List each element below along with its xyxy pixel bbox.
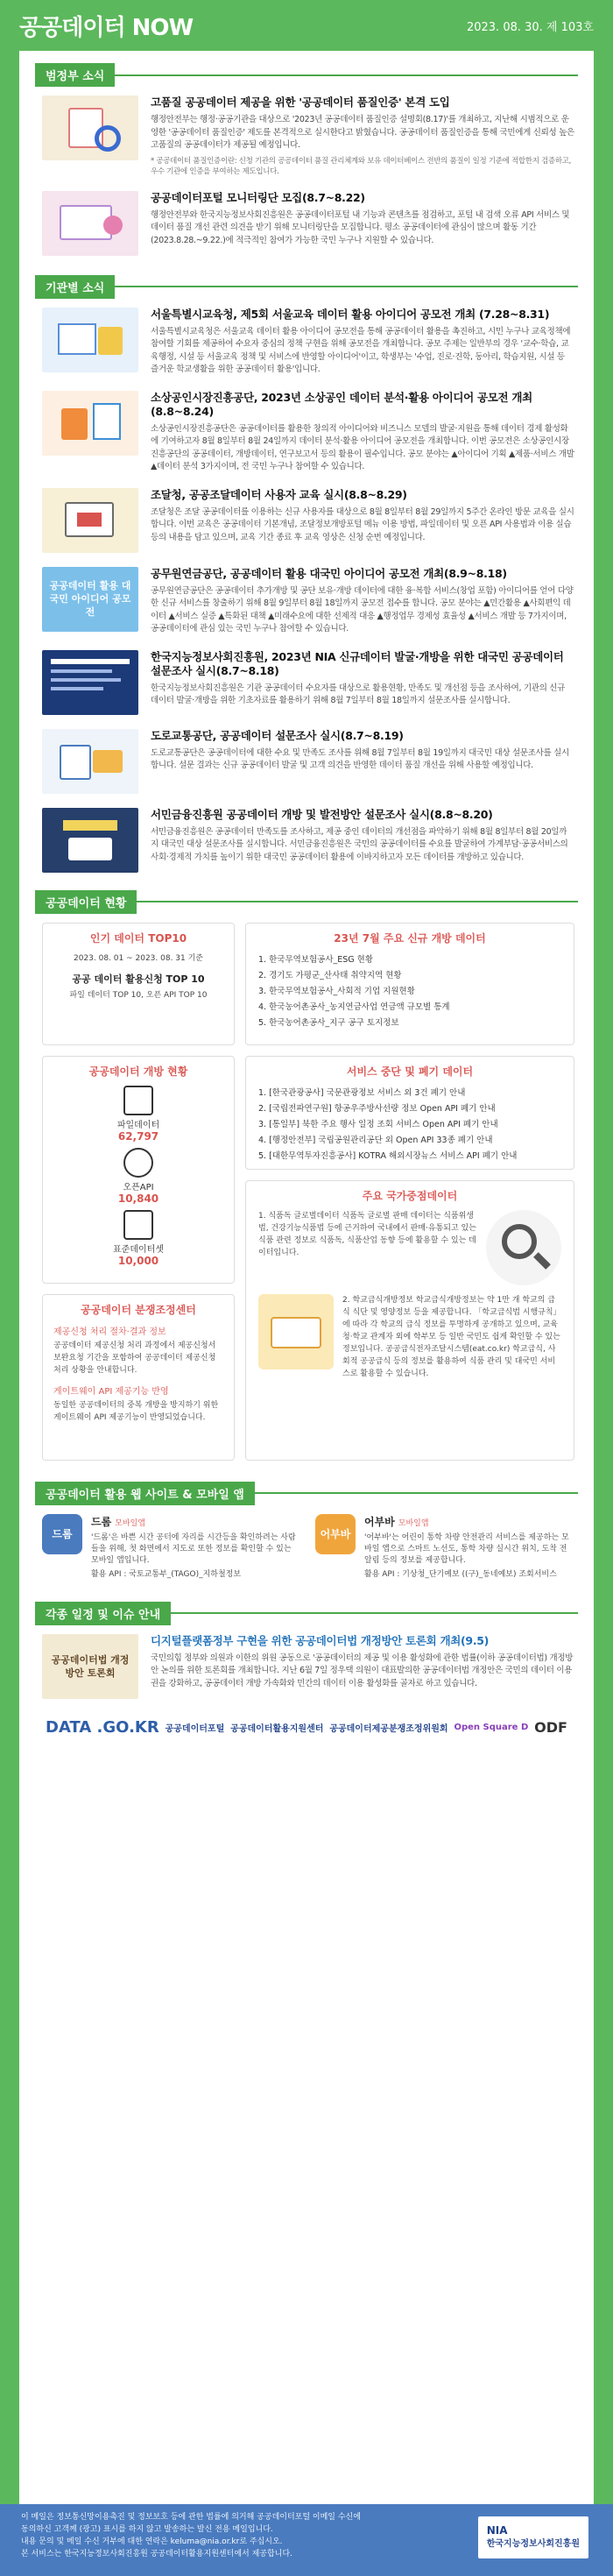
news-title[interactable]: 소상공인시장진흥공단, 2023년 소상공인 데이터 분석·활용 아이디어 공모전 개최 (8.8~8.24): [151, 390, 532, 418]
section-title-agency: 기관별 소식: [35, 275, 115, 299]
news-title[interactable]: 공공데이터포털 모니터링단 모집(8.7~8.22): [151, 190, 365, 204]
card-title: 인기 데이터 TOP10: [89, 931, 187, 945]
center-subtitle: 게이트웨이 API 제공기능 반영: [53, 1386, 169, 1397]
dataset-icon: [123, 1210, 153, 1240]
section-header-policy: [35, 63, 578, 87]
logo-subtext: 한국지능정보사회진흥원: [486, 2539, 580, 2549]
newsletter-header: [19, 0, 594, 51]
news-text: 서민금융진흥원은 공공데이터 만족도를 조사하고, 제공 중인 데이터의 개선점을 파악하기 위해 8월 8일부터 8월 20일까지 대국민 대상 설문조사를 실시합니다. 서민금융진흥원은 국민의 공공데이터를 수요를 발굴하여 가계부담·공공서비스의 사회·경제적 가치를 높이기 위한 대국민 공공데이터 활용에 이바지하고자 모든 데이터를 개방하고 있습니다.: [151, 826, 568, 862]
section-title-events: 각종 일정 및 이슈 안내: [35, 1602, 171, 1625]
news-item[interactable]: [42, 308, 574, 377]
newsletter-body: [19, 51, 594, 2504]
thumbnail-caption: 공공데이터 활용 대국민 아이디어 공모전: [49, 580, 131, 618]
newsletter-title: 공공데이터 NOW: [19, 14, 194, 41]
top10-sub: 파일 데이터 TOP 10, 오픈 API TOP 10: [69, 990, 208, 1000]
top10-card[interactable]: [42, 923, 235, 1045]
app-item-drom[interactable]: [42, 1514, 301, 1581]
newsletter-footer: [0, 2504, 613, 2576]
list-item[interactable]: 5. [대한무역투자진흥공사] KOTRA 해외시장뉴스 서비스 API 폐기 안내: [258, 1150, 518, 1161]
api-icon: [123, 1148, 153, 1178]
news-thumbnail: [42, 391, 138, 456]
section-title-policy: 범정부 소식: [35, 63, 115, 87]
event-title[interactable]: 디지털플랫폼정부 구현을 위한 공공데이터법 개정방안 토론회 개최(9.5): [151, 1633, 490, 1647]
app-text: '드롬'은 바쁜 시간 공터에 자리를 시간등을 확인하려는 사람들을 위해, 첫 화면에서 지도로 또한 정보를 확인할 수 있는 모바일 앱입니다.: [91, 1532, 296, 1565]
partner-logo[interactable]: 공공데이터포털: [165, 1723, 225, 1734]
status-right-column: [245, 1056, 574, 1461]
file-icon: [123, 1086, 153, 1115]
national-data-card[interactable]: [245, 1180, 574, 1461]
school-meal-icon: [258, 1294, 334, 1369]
news-title[interactable]: 도로교통공단, 공공데이터 설문조사 실시(8.7~8.19): [151, 728, 404, 742]
partner-logo[interactable]: Open Square D: [454, 1722, 529, 1732]
news-title[interactable]: 서민금융진흥원 공공데이터 개방 및 발전방안 설문조사 실시(8.8~8.20): [151, 807, 493, 821]
news-text: 행정안전부와 한국지능정보사회진흥원은 공공데이터포털 내 기능과 콘텐츠를 점검하고, 포털 내 검색 오류 API 서비스 및 데이터 품질 개선 관련 의견을 받기 위해 모니터링단을 모집합니다. 평소 공공데이터에 관심이 많으며 활동 기간(2023.8.28.~9.22.)에 적극적인 참여가 가능한 국민 누구나 지원할 수 있습니다.: [151, 209, 570, 245]
app-data: 활용 API : 국토교통부_(TAGO)_지하철정보: [91, 1569, 242, 1579]
list-item[interactable]: 4. [행정안전부] 국립공원관리공단 외 Open API 33종 폐기 안내: [258, 1135, 493, 1145]
card-title: 23년 7월 주요 신규 개방 데이터: [334, 931, 486, 945]
center-text: 동일한 공공데이터의 중복 개방을 방지하기 위한 게이트웨이 API 제공기능이 반영되었습니다.: [53, 1400, 219, 1422]
card-title: 주요 국가중점데이터: [362, 1189, 458, 1202]
section-header-agency: [35, 275, 578, 299]
event-text: 국민의힘 정부와 의원과 이한의 위원 공동으로 '공공데이터의 제공 및 이용 활성화에 관한 법률(이하 공공데이터법) 개정방안 논의를 위한 토론회를 개최합니다. 지난 6월 7일 정우택 의원이 대표발의한 공공데이터법 개정안은 국민의 데이터 이용권을 강화하고, 공공데이터 개방 가속화와 민간의 데이터 이용 활성화를 골자로 하고 있습니다.: [151, 1652, 574, 1688]
list-item[interactable]: 2. [국립전파연구원] 항공우주방사선량 정보 Open API 폐기 안내: [258, 1103, 496, 1114]
top10-headline: 공공 데이터 활용신청 TOP 10: [72, 973, 205, 985]
stat-file: [43, 1086, 234, 1143]
card-title: 서비스 중단 및 폐기 데이터: [346, 1065, 474, 1078]
nia-logo[interactable]: [478, 2516, 588, 2558]
stat-api: [43, 1148, 234, 1205]
status-row-2: [42, 1056, 574, 1461]
footer-text: 본 서비스는 한국지능정보사회진흥원 공공데이터활용지원센터에서 제공합니다.: [21, 2550, 292, 2558]
section-title-apps: 공공데이터 활용 웹 사이트 & 모바일 앱: [35, 1482, 255, 1505]
event-thumbnail: [42, 1634, 138, 1699]
magnifier-icon: [486, 1210, 561, 1285]
center-subtitle: 제공신청 처리 절차·결과 정보: [53, 1327, 166, 1337]
partner-logo[interactable]: ODF: [534, 1718, 567, 1736]
list-item[interactable]: 3. 한국무역보험공사_사회적 기업 지원현황: [258, 986, 415, 996]
dispute-center-card[interactable]: [42, 1294, 235, 1461]
news-thumbnail: [42, 308, 138, 372]
news-item[interactable]: [42, 567, 574, 636]
divider: [171, 1612, 578, 1614]
news-thumbnail: [42, 488, 138, 553]
news-thumbnail: [42, 808, 138, 873]
new-open-card[interactable]: [245, 923, 574, 1045]
stopped-list: [258, 1086, 561, 1164]
app-text: '어부바'는 어린이 통학 차량 안전관리 서비스를 제공하는 모바일 앱으로 스마트 노선도, 통학 차량 실시간 위치, 도착 전 알림 등의 정보를 제공합니다.: [364, 1532, 569, 1565]
news-thumbnail: [42, 650, 138, 715]
app-name[interactable]: 어부바: [364, 1515, 395, 1528]
news-text: 한국지능정보사회진흥원은 기관 공공데이터 수요자를 대상으로 활용현황, 만족도 및 개선점 등을 조사하여, 기관의 신규 데이터 발굴·개방을 위한 기초자료를 활용하기 위해 8월 7일부터 8월 18일까지 설문조사를 실시합니다.: [151, 683, 566, 705]
news-thumbnail: [42, 567, 138, 632]
news-thumbnail: [42, 96, 138, 160]
divider: [115, 74, 578, 76]
section-title-status: 공공데이터 현황: [35, 890, 137, 914]
list-item[interactable]: 5. 한국농어촌공사_지구 공구 토지정보: [258, 1017, 399, 1028]
news-title[interactable]: 한국지능정보사회진흥원, 2023년 NIA 신규데이터 발굴·개방을 위한 대국민 공공데이터 설문조사 실시(8.7~8.18): [151, 649, 564, 677]
news-item[interactable]: [42, 191, 574, 256]
news-text: 조달청은 조달 공공데이터를 이용하는 신규 사용자를 대상으로 8월 8일부터 8월 29일까지 5주간 온라인 방문 교육을 실시합니다. 이번 교육은 공공데이터 기본개념, 조달정보개방포털 메뉴 이용 방법, 파일데이터 및 오픈 API 사용법과 이용 실습 등의 내용을 담고 있으며, 교육 기간 종료 후 교육 영상은 신청 순번 예정입니다.: [151, 506, 574, 542]
news-text: 서울특별시교육청은 서울교육 데이터 활용 아이디어 공모전을 통해 공공데이터 활용을 촉진하고, 시민 누구나 교육정책에 참여할 기회를 제공하여 수요자 중심의 정책 구현을 위해 공모전을 개최합니다. 공모 주제는 일반부의 경우 '교수·학습, 교육행정, 시설 등 서울교육 정책 및 서비스에 반영할 아이디어'이고, 학생부는 '수업, 진로·진학, 동아리, 학습지원, 시설 등 즐거운 학교생활을 위한 공공데이터 활용'입니다.: [151, 326, 571, 374]
stat-label: 오픈API: [123, 1182, 154, 1192]
stopped-card[interactable]: [245, 1056, 574, 1170]
apps-row: [42, 1514, 574, 1581]
news-item[interactable]: [42, 650, 574, 715]
news-title[interactable]: 고품질 공공데이터 제공을 위한 '공공데이터 품질인증' 본격 도입: [151, 96, 450, 109]
news-text: 도로교통공단은 공공데이터에 대한 수요 및 만족도 조사를 위해 8월 7일부터 8월 19일까지 대국민 대상 설문조사를 실시합니다. 설문 결과는 신규 공공데이터 발굴 및 고객 의견을 반영한 데이터 품질 개선을 위해 사용할 예정입니다.: [151, 747, 569, 770]
partner-logo[interactable]: DATA .GO.KR: [46, 1717, 159, 1737]
divider: [137, 901, 578, 902]
list-item[interactable]: 1. [한국관광공사] 국문관광정보 서비스 외 3건 폐기 안내: [258, 1087, 466, 1098]
list-item[interactable]: 4. 한국농어촌공사_농지연금사업 연금액 규모별 통계: [258, 1001, 450, 1012]
news-thumbnail: [42, 191, 138, 256]
list-item[interactable]: 2. 경기도 가평군_산사태 취약지역 현황: [258, 970, 402, 980]
stat-standard: [43, 1210, 234, 1267]
news-item[interactable]: [42, 808, 574, 873]
status-row-1: [42, 923, 574, 1045]
open-stats-card: [42, 1056, 235, 1284]
news-item[interactable]: [42, 391, 574, 474]
event-item[interactable]: [42, 1634, 574, 1699]
app-data: 활용 API : 기상청_단기예보 ((구)_동네예보) 조회서비스: [364, 1569, 557, 1579]
card-title: 공공데이터 개방 현황: [88, 1065, 188, 1078]
news-note: * 공공데이터 품질인증이란: 신청 기관의 공공데이터 품질 관리체계와 보유 데이터베이스 전반의 품질이 일정 기준에 적합한지 검증하고, 우수 기관에 인증을 부여하는 제도입니다.: [151, 156, 572, 176]
footer-text: 동의하신 고객께 (광고) 표시를 하지 않고 발송하는 발신 전용 메일입니다.: [21, 2525, 273, 2534]
section-header-status: [35, 890, 578, 914]
center-text: 공공데이터 제공신청 처리 과정에서 제공신청서 보완요청 기간을 포함하여 공공데이터 제공신청 처리 상황을 안내합니다.: [53, 1341, 216, 1375]
news-text: 행정안전부는 행정·공공기관을 대상으로 '2023년 공공데이터 품질인증 설명회(8.17)'를 개최하고, 지난해 시범적으로 운영한 '공공데이터 품질인증' 제도를 본격적으로 실시한다고 밝혔습니다. 공공데이터 품질인증을 통해 국민에게 신뢰성 높은 고품질의 공공데이터가 제공될 예정입니다.: [151, 115, 574, 150]
footer-text: 내용 문의 및 메일 수신 거부에 대한 연락은 keluma@nia.or.kr로 주십시오.: [21, 2537, 283, 2546]
news-text: 소상공인시장진흥공단은 공공데이터를 활용한 창의적 아이디어와 비즈니스 모델의 발굴·지원을 통해 데이터 경제 활성화에 기여하고자 8월 8일부터 8월 24일까지 데이터 분석·활용 아이디어 공모전을 개최합니다. 이번 공모전은 소상공인시장진흥공단의 공공데이터, 개방데이터, 연구보고서 등의 활용이 필수입니다. 공모 분야는 ▲아이디어 기획 ▲제품·서비스 개발 ▲데이터 분석 3가지이며, 전 국민 누구나 참여할 수 있습니다.: [151, 423, 574, 471]
stat-value: 10,840: [117, 1192, 159, 1205]
stat-label: 파일데이터: [116, 1120, 160, 1130]
stat-value: 62,797: [117, 1129, 159, 1143]
stat-value: 10,000: [117, 1254, 159, 1267]
logo-text: NIA: [486, 2524, 508, 2537]
app-logo: 어부바: [315, 1514, 356, 1554]
news-item[interactable]: [42, 729, 574, 794]
list-item[interactable]: 3. [통일부] 북한 주요 행사 일정 조회 서비스 Open API 폐기 안내: [258, 1119, 498, 1129]
news-title[interactable]: 공무원연금공단, 공공데이터 활용 대국민 아이디어 공모전 개최(8.9~8.18): [151, 566, 507, 580]
new-open-list: [258, 952, 561, 1031]
section-header-events: [35, 1602, 578, 1625]
card-title: 공공데이터 분쟁조정센터: [81, 1303, 196, 1316]
news-text: 공무원연금공단은 공공데이터 추가개방 및 공단 보유·개방 데이터에 대한 융·복합 서비스(창업 포함) 아이디어를 얻어 다양한 신규 서비스를 창출하기 위해 8월 9일부터 8월 18일까지 공모전 접수를 합니다. 공모 분야는 ▲민간활용 ▲사회편익 데이터 ▲서비스 실증 ▲특화된 대책 ▲미래수요에 대한 선제적 대응 ▲행정업무 경제성 효율성 ▲서비스 개발 등 7가지이며, 공공데이터에 관심 있는 국민 누구나 참여할 수 있습니다.: [151, 585, 574, 633]
news-title[interactable]: 서울특별시교육청, 제5회 서울교육 데이터 활용 아이디어 공모전 개최 (7.28~8.31): [151, 307, 550, 321]
section-header-apps: [35, 1482, 578, 1505]
thumbnail-caption: 공공데이터법 개정방안 토론회: [51, 1653, 130, 1679]
top10-period: 2023. 08. 01 ~ 2023. 08. 31 기준: [73, 953, 203, 963]
app-item-eobuba[interactable]: [315, 1514, 574, 1581]
case-text: 1. 식품독 글로벌데이터 식품독 글로벌 판매 데이터는 식품위생법, 건강기능식품법 등에 근거하여 국내에서 판매·유통되고 있는 식품 관련 정보로 식품독, 식품산업 동향 등에 활용할 수 있는 데이터입니다.: [258, 1211, 476, 1257]
status-left-column: [42, 1056, 235, 1461]
app-badge: 모바일앱: [115, 1518, 145, 1528]
footer-text: 이 메일은 정보통신망이용촉진 및 정보보호 등에 관한 법률에 의거해 공공데이터포털 이메일 수신에: [21, 2513, 361, 2522]
issue-date: 2023. 08. 30. 제 103호: [466, 20, 594, 34]
app-badge: 모바일앱: [398, 1518, 429, 1528]
news-thumbnail: [42, 729, 138, 794]
app-logo: 드롬: [42, 1514, 82, 1554]
list-item[interactable]: 1. 한국무역보험공사_ESG 현황: [258, 954, 374, 965]
partner-logo[interactable]: 공공데이터활용지원센터: [230, 1723, 324, 1734]
case-text: 2. 학교급식개방정보 학교급식개방정보는 약 1만 개 학교의 급식 식단 및 영양정보 등을 제공합니다. 「학교급식법 시행규칙」에 따라 각 학교의 급식 정보를 투명하게 공개하고 있으며, 교육청·학교 관계자 외에 학부모 등 일반 국민도 쉽게 확인할 수 있는 정보입니다. 공공급식전자조달시스템(eat.co.kr) 학교급식, 사회적 공공급식 등의 정보를 활용하여 식품 관리 및 대국민 서비스로 활용할 수 있습니다.: [342, 1295, 561, 1378]
stat-label: 표준데이터셋: [113, 1244, 164, 1255]
partner-logo[interactable]: 공공데이터제공분쟁조정위원회: [329, 1723, 448, 1734]
partner-logos: [46, 1718, 567, 1737]
divider: [255, 1492, 578, 1494]
news-item[interactable]: [42, 96, 574, 177]
divider: [115, 286, 578, 287]
news-item[interactable]: [42, 488, 574, 553]
app-name[interactable]: 드롬: [91, 1515, 112, 1528]
news-title[interactable]: 조달청, 공공조달데이터 사용자 교육 실시(8.8~8.29): [151, 487, 407, 501]
